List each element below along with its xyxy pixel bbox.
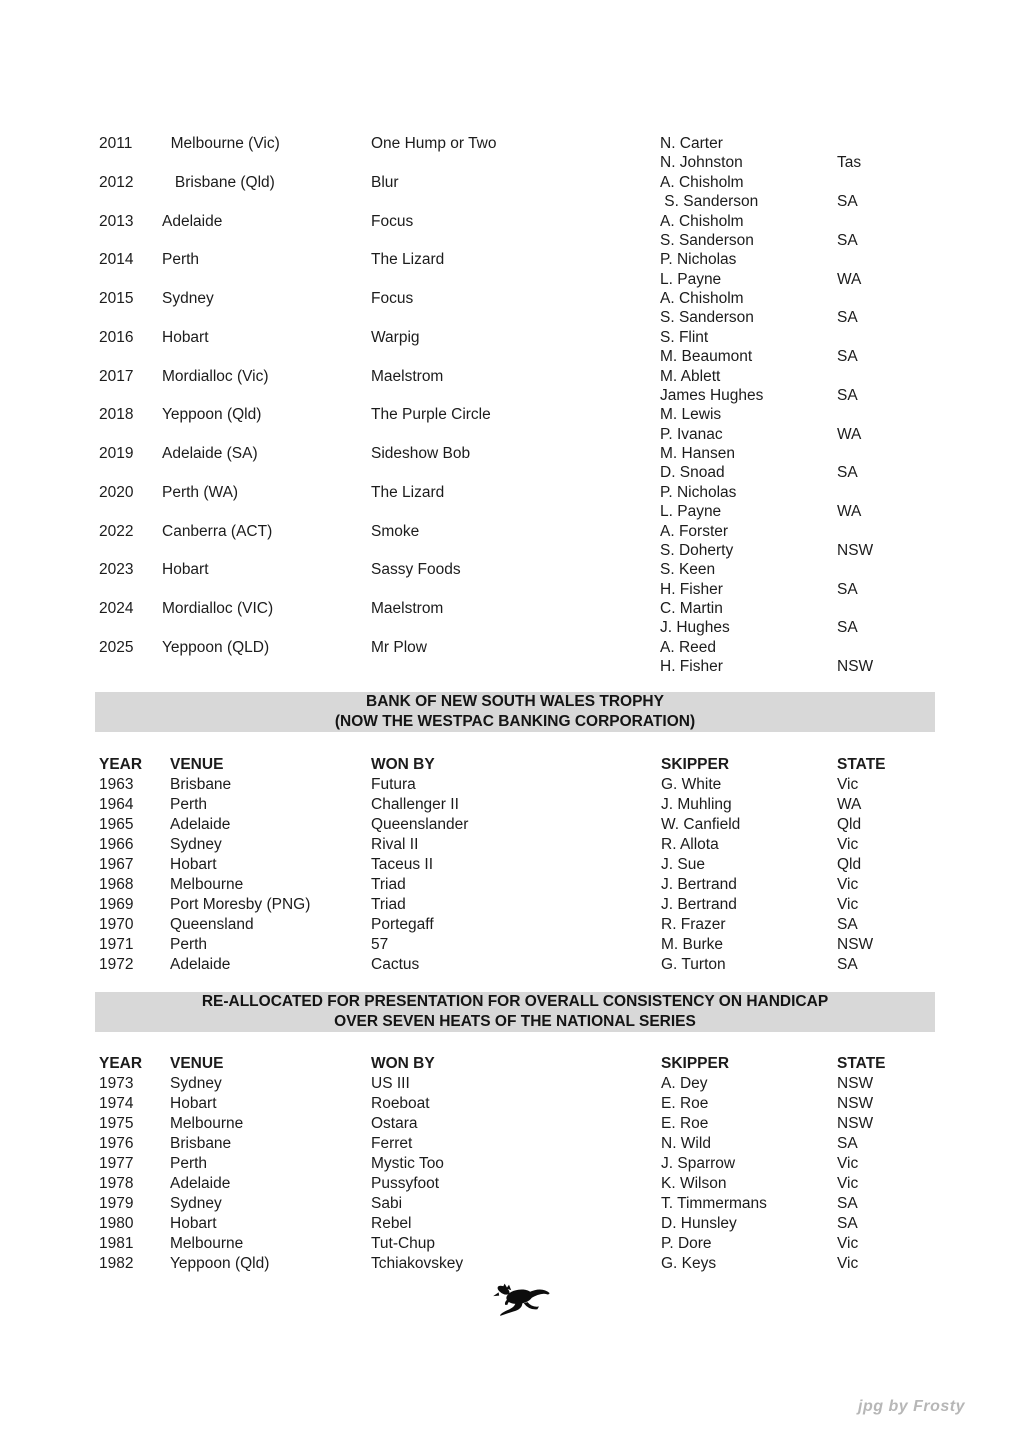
cell-year: 1979 <box>99 1195 134 1212</box>
result-year: 2022 <box>99 522 134 540</box>
result-row <box>0 405 1024 444</box>
cell-won-by: Portegaff <box>371 916 434 933</box>
result-row <box>0 483 1024 522</box>
cell-venue: Hobart <box>170 856 217 873</box>
cell-won-by: Mystic Too <box>371 1155 444 1172</box>
result-venue: Adelaide (SA) <box>162 445 258 462</box>
cell-won-by: Cactus <box>371 956 420 973</box>
cell-won-by: Rival II <box>371 836 419 853</box>
result-skipper-1: A. Chisholm <box>660 173 744 191</box>
cell-won-by: Roeboat <box>371 1095 430 1112</box>
result-state: NSW <box>837 658 874 676</box>
cell-year: 1965 <box>99 816 134 833</box>
result-skipper-2: S. Sanderson <box>660 231 754 249</box>
cell-year: 1975 <box>99 1115 134 1132</box>
table-row <box>0 1154 1024 1174</box>
table-row <box>0 1214 1024 1234</box>
cell-won-by: Triad <box>371 896 406 913</box>
cell-year: 1971 <box>99 936 134 953</box>
result-skipper-2: James Hughes <box>660 386 764 404</box>
table-row <box>0 835 1024 855</box>
result-year: 2024 <box>99 600 134 617</box>
result-state: NSW <box>837 541 874 559</box>
result-skipper-2: N. Johnston <box>660 154 743 172</box>
result-state: SA <box>837 231 858 249</box>
cell-skipper: W. Canfield <box>661 816 741 833</box>
bank-trophy-table-header <box>0 755 1024 775</box>
cell-won-by: Tchiakovskey <box>371 1255 464 1272</box>
cell-won-by: Taceus II <box>371 856 434 873</box>
cell-state: SA <box>837 956 858 973</box>
cell-won-by: Sabi <box>371 1195 403 1212</box>
cell-won-by: Futura <box>371 776 416 793</box>
result-won-by: Sideshow Bob <box>371 445 471 462</box>
result-won-by: Focus <box>371 212 414 230</box>
result-skipper-1: P. Nicholas <box>660 483 737 501</box>
table-row <box>0 775 1024 795</box>
cell-year: 1973 <box>99 1075 134 1092</box>
cell-year: 1969 <box>99 896 134 913</box>
result-venue: Yeppoon (Qld) <box>162 406 262 424</box>
result-state: WA <box>837 425 862 443</box>
cell-venue: Adelaide <box>170 1175 231 1192</box>
result-row <box>0 134 1024 173</box>
result-row <box>0 367 1024 406</box>
result-year: 2016 <box>99 328 134 346</box>
column-header-skipper: SKIPPER <box>661 756 730 773</box>
cell-skipper: M. Burke <box>661 936 724 953</box>
cell-state: NSW <box>837 1075 874 1092</box>
cell-state: Vic <box>837 1155 859 1172</box>
table-row <box>0 795 1024 815</box>
cell-skipper: G. Keys <box>661 1255 717 1272</box>
cell-year: 1976 <box>99 1135 134 1152</box>
result-skipper-2: L. Payne <box>660 503 722 521</box>
table-row <box>0 1174 1024 1194</box>
section-heading-reallocated <box>95 992 935 1032</box>
cell-won-by: Queenslander <box>371 816 469 833</box>
result-skipper-2: J. Hughes <box>660 619 730 637</box>
heading-line-2: (NOW THE WESTPAC BANKING CORPORATION) <box>334 713 696 730</box>
result-state: SA <box>837 464 858 482</box>
bank-trophy-table <box>0 775 1024 975</box>
result-skipper-1: N. Carter <box>660 135 723 152</box>
result-skipper-1: A. Forster <box>660 522 729 540</box>
result-won-by: The Lizard <box>371 251 445 269</box>
result-skipper-2: L. Payne <box>660 270 722 288</box>
result-won-by: The Purple Circle <box>371 406 491 424</box>
championship-results-list <box>0 134 1024 677</box>
result-row <box>0 212 1024 251</box>
cell-venue: Adelaide <box>170 816 231 833</box>
cell-year: 1981 <box>99 1235 134 1252</box>
result-venue: Mordialloc (Vic) <box>162 367 269 385</box>
cell-won-by: Ferret <box>371 1135 413 1152</box>
cell-skipper: K. Wilson <box>661 1175 727 1192</box>
result-row <box>0 560 1024 599</box>
result-venue: Hobart <box>162 561 209 579</box>
cell-state: SA <box>837 1195 858 1212</box>
cell-skipper: J. Muhling <box>661 796 732 813</box>
result-year: 2020 <box>99 483 134 501</box>
cell-venue: Brisbane <box>170 1135 232 1152</box>
table-row <box>0 1074 1024 1094</box>
column-header-won-by: WON BY <box>371 756 435 773</box>
cell-year: 1982 <box>99 1255 134 1272</box>
cell-skipper: A. Dey <box>661 1075 708 1092</box>
table-row <box>0 1094 1024 1114</box>
result-year: 2025 <box>99 638 134 656</box>
table-row <box>0 915 1024 935</box>
result-row <box>0 250 1024 289</box>
cell-skipper: J. Bertrand <box>661 876 737 893</box>
result-skipper-1: A. Chisholm <box>660 212 744 230</box>
table-row <box>0 855 1024 875</box>
cell-venue: Hobart <box>170 1215 217 1232</box>
result-venue: Canberra (ACT) <box>162 522 273 540</box>
cell-year: 1968 <box>99 876 134 893</box>
result-venue: Hobart <box>162 328 209 346</box>
cell-venue: Perth <box>170 936 208 953</box>
cell-skipper: N. Wild <box>661 1135 711 1152</box>
cell-venue: Brisbane <box>170 776 232 793</box>
result-won-by: The Lizard <box>371 483 445 501</box>
cell-venue: Sydney <box>170 836 222 853</box>
result-venue: Melbourne (Vic) <box>162 135 280 152</box>
result-venue: Mordialloc (VIC) <box>162 600 274 617</box>
table-row <box>0 875 1024 895</box>
cell-venue: Sydney <box>170 1075 222 1092</box>
cell-won-by: Pussyfoot <box>371 1175 440 1192</box>
result-skipper-2: S. Sanderson <box>660 309 754 327</box>
result-won-by: One Hump or Two <box>371 135 497 152</box>
result-state: SA <box>837 309 858 327</box>
result-skipper-2: D. Snoad <box>660 464 725 482</box>
cell-state: Vic <box>837 876 859 893</box>
result-skipper-2: P. Ivanac <box>660 425 723 443</box>
cell-state: NSW <box>837 936 874 953</box>
column-header-year: YEAR <box>99 1055 143 1072</box>
cell-state: NSW <box>837 1115 874 1132</box>
cell-venue: Yeppoon (Qld) <box>170 1255 270 1272</box>
cell-year: 1980 <box>99 1215 134 1232</box>
result-venue: Yeppoon (QLD) <box>162 638 270 656</box>
cell-state: SA <box>837 1135 858 1152</box>
result-won-by: Sassy Foods <box>371 561 461 579</box>
cell-won-by: Challenger II <box>371 796 459 813</box>
cell-won-by: Tut-Chup <box>371 1235 436 1252</box>
cell-year: 1972 <box>99 956 134 973</box>
result-won-by: Smoke <box>371 522 420 540</box>
result-venue: Sydney <box>162 290 214 307</box>
cell-state: Qld <box>837 816 862 833</box>
result-skipper-1: S. Keen <box>660 561 716 579</box>
result-row <box>0 289 1024 328</box>
cell-skipper: P. Dore <box>661 1235 712 1252</box>
cell-won-by: 57 <box>371 936 389 953</box>
result-state: Tas <box>837 154 862 172</box>
kangaroo-icon <box>491 1280 551 1320</box>
cell-won-by: Triad <box>371 876 406 893</box>
result-year: 2017 <box>99 367 134 385</box>
result-won-by: Focus <box>371 290 414 307</box>
cell-skipper: E. Roe <box>661 1095 709 1112</box>
result-state: SA <box>837 348 858 366</box>
table-row <box>0 815 1024 835</box>
cell-venue: Perth <box>170 1155 208 1172</box>
result-state: SA <box>837 580 858 598</box>
result-skipper-1: C. Martin <box>660 600 723 617</box>
cell-venue: Port Moresby (PNG) <box>170 896 311 913</box>
result-skipper-2: S. Sanderson <box>660 193 759 211</box>
result-venue: Brisbane (Qld) <box>162 173 275 191</box>
result-state: SA <box>837 193 858 211</box>
cell-skipper: J. Sue <box>661 856 705 873</box>
cell-year: 1964 <box>99 796 134 813</box>
result-won-by: Mr Plow <box>371 638 427 656</box>
result-row <box>0 173 1024 212</box>
cell-skipper: R. Frazer <box>661 916 726 933</box>
cell-year: 1970 <box>99 916 134 933</box>
cell-state: Vic <box>837 896 859 913</box>
result-state: WA <box>837 503 862 521</box>
result-skipper-2: H. Fisher <box>660 658 723 676</box>
table-row <box>0 895 1024 915</box>
column-header-won-by: WON BY <box>371 1055 435 1072</box>
result-skipper-1: M. Lewis <box>660 406 722 424</box>
heading-line-1: BANK OF NEW SOUTH WALES TROPHY <box>366 693 664 710</box>
column-header-state: STATE <box>837 1055 886 1072</box>
result-row <box>0 522 1024 561</box>
cell-skipper: J. Sparrow <box>661 1155 736 1172</box>
column-header-skipper: SKIPPER <box>661 1055 730 1072</box>
cell-skipper: R. Allota <box>661 836 719 853</box>
result-year: 2013 <box>99 212 134 230</box>
cell-venue: Hobart <box>170 1095 217 1112</box>
result-state: SA <box>837 386 858 404</box>
cell-venue: Queensland <box>170 916 254 933</box>
result-year: 2012 <box>99 173 134 191</box>
result-won-by: Maelstrom <box>371 600 444 617</box>
result-venue: Perth (WA) <box>162 483 239 501</box>
watermark-text: jpg by Frosty <box>858 1398 965 1415</box>
cell-skipper: G. Turton <box>661 956 726 973</box>
cell-state: NSW <box>837 1095 874 1112</box>
cell-won-by: Rebel <box>371 1215 412 1232</box>
result-skipper-1: P. Nicholas <box>660 251 737 269</box>
column-header-venue: VENUE <box>170 1055 224 1072</box>
result-won-by: Blur <box>371 173 399 191</box>
cell-state: SA <box>837 1215 858 1232</box>
result-row <box>0 599 1024 638</box>
cell-venue: Melbourne <box>170 1115 244 1132</box>
result-state: SA <box>837 619 858 637</box>
cell-skipper: G. White <box>661 776 722 793</box>
result-state: WA <box>837 270 862 288</box>
table-row <box>0 1194 1024 1214</box>
result-year: 2023 <box>99 561 134 579</box>
cell-year: 1967 <box>99 856 134 873</box>
cell-skipper: J. Bertrand <box>661 896 737 913</box>
result-year: 2015 <box>99 290 134 307</box>
result-skipper-1: S. Flint <box>660 328 709 346</box>
table-row <box>0 955 1024 975</box>
result-row <box>0 638 1024 677</box>
reallocated-table-header <box>0 1054 1024 1074</box>
result-skipper-1: M. Ablett <box>660 367 721 385</box>
cell-state: Vic <box>837 1175 859 1192</box>
cell-year: 1963 <box>99 776 134 793</box>
column-header-venue: VENUE <box>170 756 224 773</box>
result-skipper-1: A. Chisholm <box>660 290 744 307</box>
cell-venue: Sydney <box>170 1195 222 1212</box>
result-skipper-2: M. Beaumont <box>660 348 753 366</box>
cell-state: Vic <box>837 1235 859 1252</box>
heading-line-2: OVER SEVEN HEATS OF THE NATIONAL SERIES <box>334 1013 696 1030</box>
cell-venue: Melbourne <box>170 1235 244 1252</box>
result-skipper-2: H. Fisher <box>660 580 723 598</box>
cell-state: Vic <box>837 776 859 793</box>
reallocated-table <box>0 1074 1024 1274</box>
cell-year: 1978 <box>99 1175 134 1192</box>
cell-year: 1977 <box>99 1155 134 1172</box>
column-header-state: STATE <box>837 756 886 773</box>
table-row <box>0 1234 1024 1254</box>
cell-venue: Perth <box>170 796 208 813</box>
cell-state: Qld <box>837 856 862 873</box>
cell-state: Vic <box>837 1255 859 1272</box>
cell-skipper: D. Hunsley <box>661 1215 737 1232</box>
cell-state: Vic <box>837 836 859 853</box>
cell-won-by: Ostara <box>371 1115 418 1132</box>
result-year: 2014 <box>99 251 134 269</box>
table-row <box>0 1134 1024 1154</box>
result-won-by: Warpig <box>371 328 420 346</box>
result-venue: Perth <box>162 251 200 269</box>
cell-state: WA <box>837 796 862 813</box>
section-heading-bank-trophy <box>95 692 935 732</box>
cell-venue: Melbourne <box>170 876 244 893</box>
result-year: 2019 <box>99 445 134 462</box>
result-year: 2018 <box>99 406 134 424</box>
result-venue: Adelaide <box>162 212 223 230</box>
cell-year: 1966 <box>99 836 134 853</box>
cell-skipper: T. Timmermans <box>661 1195 767 1212</box>
result-row <box>0 444 1024 483</box>
cell-state: SA <box>837 916 858 933</box>
heading-line-1: RE-ALLOCATED FOR PRESENTATION FOR OVERALL CONSISTENCY ON HANDICAP <box>201 993 829 1010</box>
table-row <box>0 935 1024 955</box>
result-skipper-1: M. Hansen <box>660 445 735 462</box>
result-won-by: Maelstrom <box>371 367 444 385</box>
result-row <box>0 328 1024 367</box>
table-row <box>0 1254 1024 1274</box>
cell-venue: Adelaide <box>170 956 231 973</box>
result-skipper-1: A. Reed <box>660 638 717 656</box>
result-skipper-2: S. Doherty <box>660 541 734 559</box>
column-header-year: YEAR <box>99 756 143 773</box>
cell-won-by: US III <box>371 1075 410 1092</box>
result-year: 2011 <box>99 135 133 152</box>
cell-year: 1974 <box>99 1095 134 1112</box>
table-row <box>0 1114 1024 1134</box>
cell-skipper: E. Roe <box>661 1115 709 1132</box>
